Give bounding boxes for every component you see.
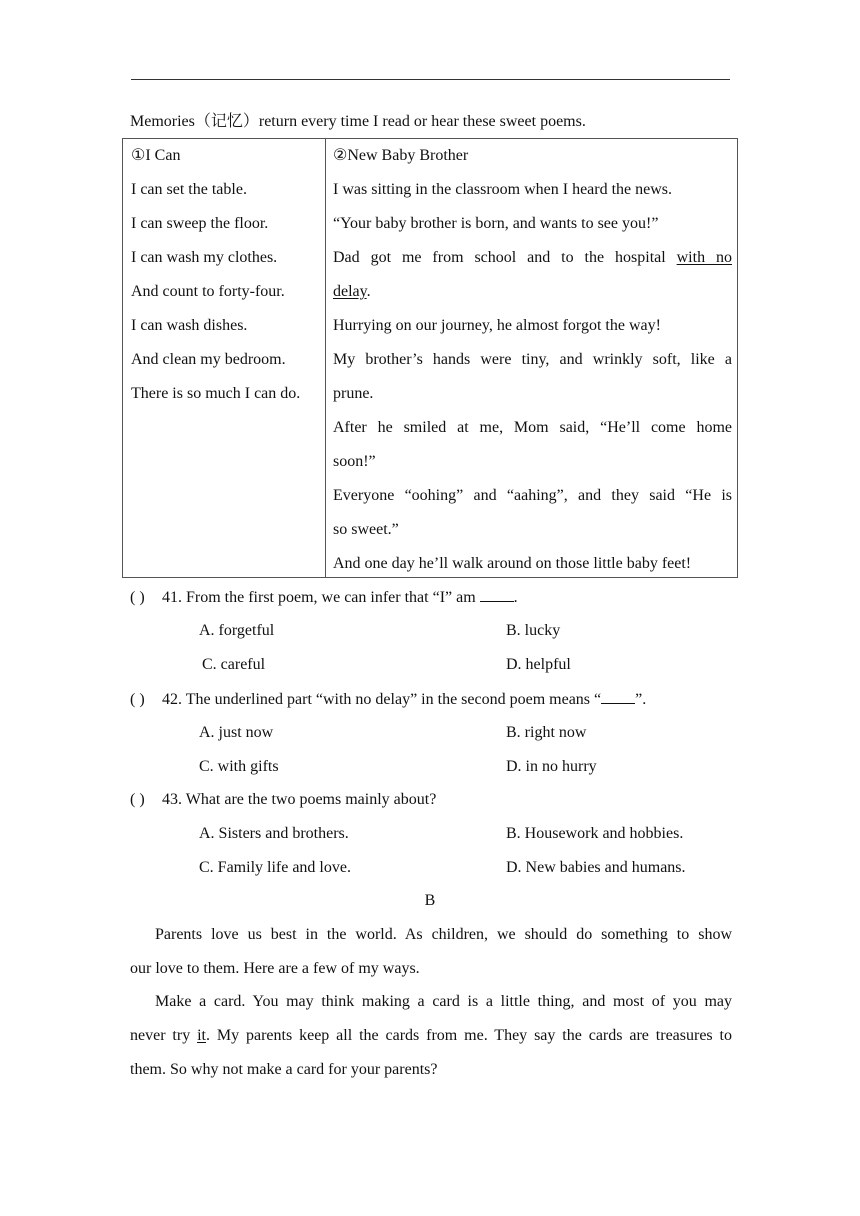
option-d[interactable]: D. New babies and humans. bbox=[506, 859, 686, 876]
answer-blank bbox=[480, 587, 514, 602]
underlined-word: it bbox=[197, 1027, 206, 1044]
poem-2-line: I was sitting in the classroom when I heard the news. bbox=[333, 181, 673, 198]
poem-1-line: I can sweep the floor. bbox=[131, 215, 269, 232]
option-a[interactable]: A. Sisters and brothers. bbox=[199, 825, 349, 842]
poem-2-line: Hurrying on our journey, he almost forgot the way! bbox=[333, 317, 661, 334]
poem-1-line: There is so much I can do. bbox=[131, 385, 301, 402]
poem-2-line: My brother’s hands were tiny, and wrinkly soft, like a bbox=[333, 351, 732, 368]
poem-2-line bbox=[333, 275, 732, 309]
poem-2-title: ②New Baby Brother bbox=[333, 147, 469, 164]
intro-text: Memories（记忆）return every time I read or hear these sweet poems. bbox=[130, 113, 586, 130]
question-text: 41. From the first poem, we can infer that “I” am bbox=[162, 589, 480, 606]
poem-2-text: Dad got me from school and to the hospital bbox=[333, 249, 677, 266]
paragraph-line bbox=[130, 1019, 732, 1053]
section-heading: B bbox=[424, 892, 436, 909]
paragraph-line: them. So why not make a card for your parents? bbox=[130, 1061, 438, 1078]
paragraph-text: never try bbox=[130, 1027, 198, 1044]
poem-2-text: . bbox=[366, 283, 371, 300]
poem-2 bbox=[333, 139, 732, 581]
question-41 bbox=[130, 587, 518, 608]
poem-1-line: I can wash my clothes. bbox=[131, 249, 278, 266]
question-end: . bbox=[513, 589, 518, 606]
question-43 bbox=[130, 790, 436, 810]
poem-table bbox=[122, 138, 738, 578]
paragraph-text: . My parents keep all the cards from me. They say the cards are treasures to bbox=[205, 1027, 732, 1044]
paragraph-1 bbox=[130, 918, 732, 986]
option-a[interactable]: A. forgetful bbox=[199, 622, 275, 639]
option-d[interactable]: D. in no hurry bbox=[506, 758, 597, 775]
option-a[interactable]: A. just now bbox=[199, 724, 274, 741]
header-rule bbox=[131, 79, 730, 80]
paragraph-line: Parents love us best in the world. As children, we should do something to show bbox=[155, 926, 732, 943]
poem-1-title: ①I Can bbox=[131, 147, 181, 164]
option-c[interactable]: C. with gifts bbox=[199, 758, 279, 775]
poem-2-line: soon!” bbox=[333, 453, 376, 470]
option-d[interactable]: D. helpful bbox=[506, 656, 571, 673]
question-end: ”. bbox=[635, 691, 647, 708]
paragraph-2 bbox=[130, 985, 732, 1087]
table-divider bbox=[325, 139, 326, 577]
poem-2-line: Everyone “oohing” and “aahing”, and they said “He is bbox=[333, 487, 732, 504]
paragraph-line: Make a card. You may think making a card is a little thing, and most of you may bbox=[155, 993, 732, 1010]
poem-2-line bbox=[333, 241, 732, 275]
poem-2-line: “Your baby brother is born, and wants to see you!” bbox=[333, 215, 659, 232]
answer-bracket[interactable]: ( ) bbox=[130, 589, 145, 606]
poem-1 bbox=[131, 139, 321, 411]
poem-2-line: After he smiled at me, Mom said, “He’ll come home bbox=[333, 419, 732, 436]
question-text: 42. The underlined part “with no delay” in the second poem means “ bbox=[162, 691, 602, 708]
option-b[interactable]: B. Housework and hobbies. bbox=[506, 825, 684, 842]
underlined-phrase: delay bbox=[333, 283, 367, 300]
poem-2-line: And one day he’ll walk around on those little baby feet! bbox=[333, 555, 692, 572]
option-c[interactable]: C. Family life and love. bbox=[199, 859, 351, 876]
question-42 bbox=[130, 689, 646, 710]
poem-1-line: I can wash dishes. bbox=[131, 317, 248, 334]
poem-1-line: And clean my bedroom. bbox=[131, 351, 286, 368]
answer-blank bbox=[601, 689, 635, 704]
poem-1-line: And count to forty-four. bbox=[131, 283, 285, 300]
paragraph-line: our love to them. Here are a few of my ways. bbox=[130, 960, 420, 977]
poem-2-line: so sweet.” bbox=[333, 521, 399, 538]
option-b[interactable]: B. right now bbox=[506, 724, 587, 741]
poem-1-line: I can set the table. bbox=[131, 181, 247, 198]
option-c[interactable]: C. careful bbox=[202, 656, 266, 673]
poem-2-line: prune. bbox=[333, 385, 374, 402]
option-b[interactable]: B. lucky bbox=[506, 622, 561, 639]
answer-bracket[interactable]: ( ) bbox=[130, 791, 145, 808]
question-text: 43. What are the two poems mainly about? bbox=[162, 791, 437, 808]
underlined-phrase: with no bbox=[676, 249, 732, 266]
answer-bracket[interactable]: ( ) bbox=[130, 691, 145, 708]
